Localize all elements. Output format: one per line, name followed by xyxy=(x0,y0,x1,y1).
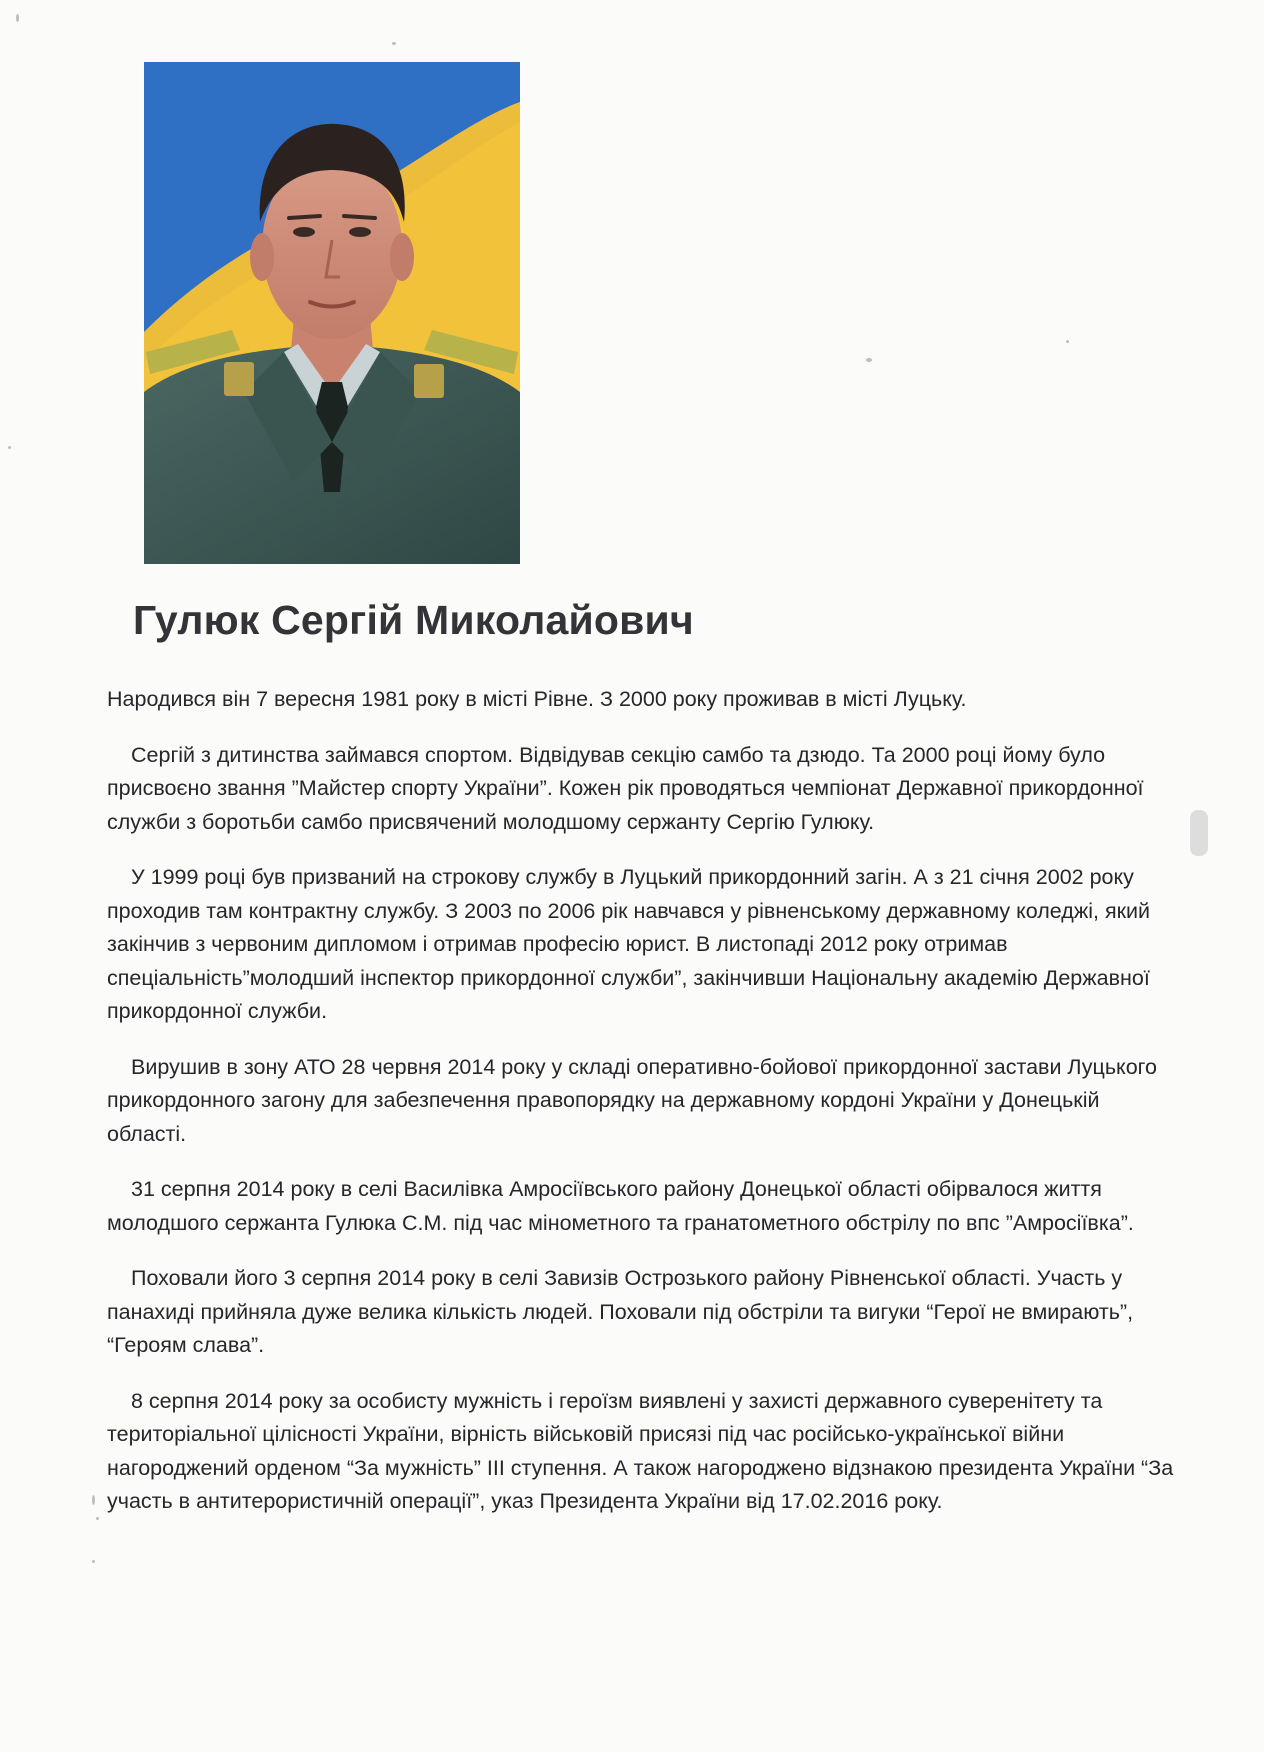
bio-paragraph-sport: Сергій з дитинства займався спортом. Відвідував секцію самбо та дзюдо. Та 2000 році йому було присвоєно звання ”Майстер спорту України”. Кожен рік проводяться чемпіонат Державної прикордонної служби з боротьби самбо присвячений молодшому сержанту Сергію Гулюку. xyxy=(107,742,1144,834)
scan-speck xyxy=(16,14,19,22)
bio-paragraph-death: 31 серпня 2014 року в селі Василівка Амросіївського району Донецької області обірвалося життя молодшого сержанта Гулюка С.М. під час мінометного та гранатометного обстрілу по впс ”Амросіївка”. xyxy=(107,1177,1134,1235)
scan-speck xyxy=(8,446,11,449)
scan-speck xyxy=(96,1517,99,1520)
bio-paragraph-service: У 1999 році був призваний на строкову службу в Луцький прикордонний загін. А з 21 січня 2002 року проходив там контрактну службу. З 2003 по 2006 рік навчався у рівненському державному коледжі, який закінчив з червоним дипломом і отримав професію юрист. В листопаді 2012 року отримав спеціальність”молодший інспектор прикордонної служби”, закінчивши Національну академію Державної прикордонної служби. xyxy=(107,865,1151,1023)
scan-speck xyxy=(1066,340,1069,343)
scan-speck xyxy=(392,42,396,45)
scan-speck xyxy=(92,1495,95,1505)
scan-speck xyxy=(92,1560,95,1563)
bio-paragraph-birth: Народився він 7 вересня 1981 року в місті Рівне. З 2000 року проживав в місті Луцьку. xyxy=(107,687,967,711)
person-name-heading: Гулюк Сергій Миколайович xyxy=(133,597,694,643)
biography-text xyxy=(107,683,1182,1541)
scan-speck xyxy=(866,358,872,362)
portrait-photo xyxy=(144,62,520,564)
scan-side-mark xyxy=(1190,810,1208,856)
bio-paragraph-award: 8 серпня 2014 року за особисту мужність і героїзм виявлені у захисті державного суверенітету та територіальної цілісності України, вірність військовій присязі під час російсько-української війни нагороджений орденом “За мужність” ІІІ ступення. А також нагороджено відзнакою президента України “За участь в антитерористичній операції”, указ Президента України від 17.02.2016 року. xyxy=(107,1388,1174,1513)
bio-paragraph-ato: Вирушив в зону АТО 28 червня 2014 року у складі оперативно-бойової прикордонної застави Луцького прикордонного загону для забезпечення правопорядку на державному кордоні України у Донецькій області. xyxy=(107,1054,1157,1146)
bio-paragraph-burial: Поховали його 3 серпня 2014 року в селі Завизів Острозького району Рівненської області. Участь у панахиді прийняла дуже велика кількість людей. Поховали під обстріли та вигуки “Герої не вмирають”, “Героям слава”. xyxy=(107,1266,1134,1357)
